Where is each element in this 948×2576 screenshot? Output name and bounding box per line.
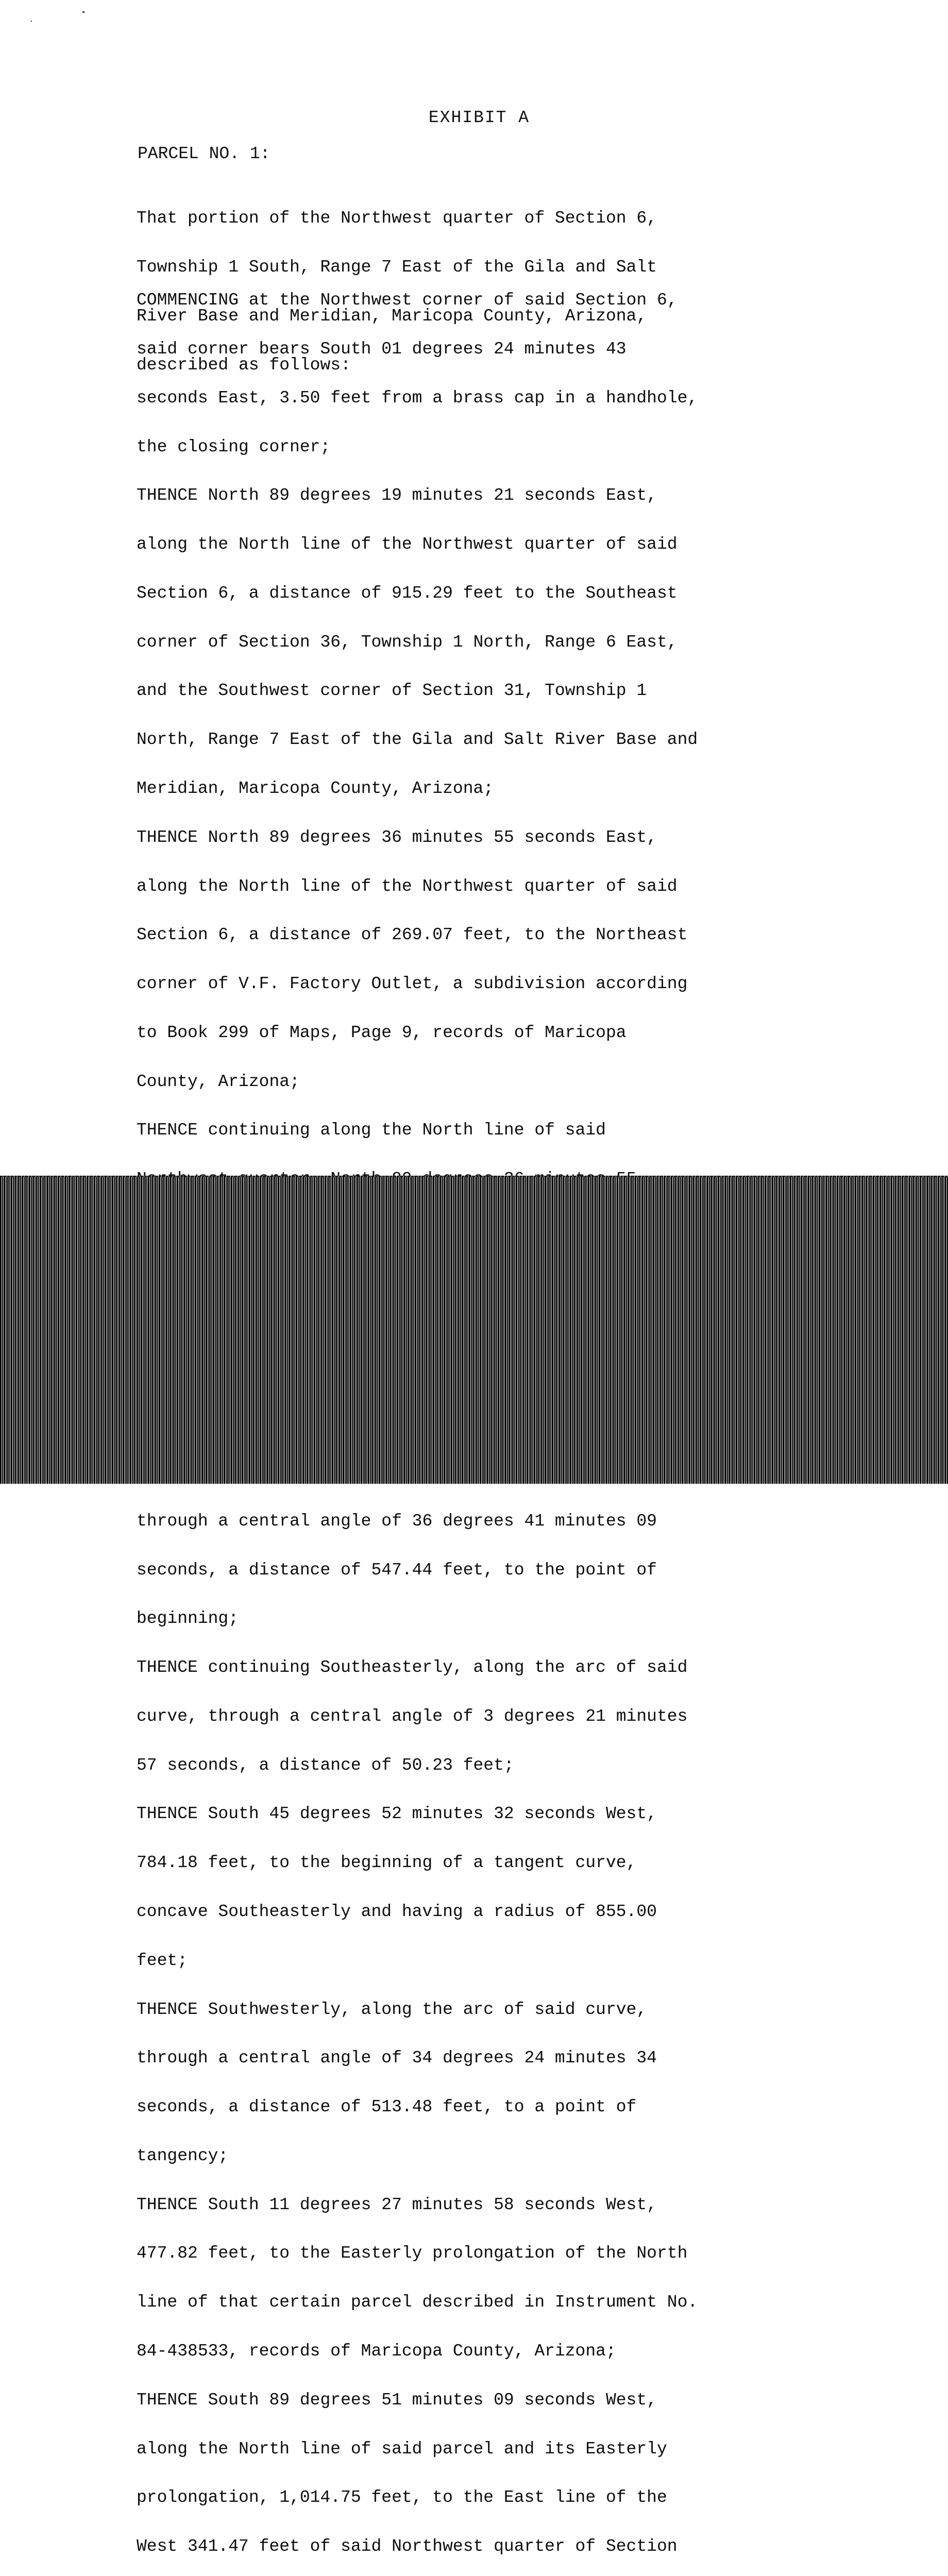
scan-speck — [82, 11, 84, 13]
text-line: THENCE continuing along the North line of said — [137, 1121, 606, 1140]
text-line: concave Southeasterly and having a radius of 855.00 — [137, 1902, 657, 1921]
text-line: feet; — [137, 1951, 188, 1970]
text-line: seconds, a distance of 547.44 feet, to the point of — [137, 1560, 657, 1580]
text-line: described as follows: — [137, 355, 351, 375]
text-line: corner of V.F. Factory Outlet, a subdivision according — [137, 974, 688, 994]
text-line: through a central angle of 34 degrees 24 minutes 34 — [137, 2048, 657, 2068]
text-line: corner of Section 36, Township 1 North, Range 6 East, — [137, 632, 678, 652]
text-line: to Book 299 of Maps, Page 9, records of Maricopa — [137, 1023, 627, 1042]
text-line: County, Arizona; — [137, 1072, 300, 1091]
scan-speck — [31, 21, 32, 22]
text-line: beginning; — [137, 1609, 239, 1629]
text-line: THENCE Southwesterly, along the arc of said curve, — [137, 1999, 647, 2019]
text-line: along the North line of the Northwest quarter of said — [137, 535, 678, 554]
parcel-heading: PARCEL NO. 1: — [138, 144, 270, 163]
text-line: THENCE South 89 degrees 51 minutes 09 seconds West, — [137, 2390, 657, 2410]
text-line: along the North line of the Northwest quarter of said — [137, 876, 678, 896]
text-line: curve, through a central angle of 3 degrees 21 minutes — [137, 1706, 688, 1726]
text-line: THENCE North 89 degrees 36 minutes 55 seconds East, — [137, 827, 657, 847]
text-line: THENCE South 11 degrees 27 minutes 58 seconds West, — [137, 2195, 657, 2214]
text-line: North, Range 7 East of the Gila and Salt River Base and — [137, 730, 698, 750]
scan-noise-region — [0, 1177, 948, 1484]
text-line: seconds East, 3.50 feet from a brass cap in a handhole, — [137, 388, 698, 408]
text-line: COMMENCING at the Northwest corner of said Section 6, — [137, 291, 678, 310]
text-line: THENCE South 45 degrees 52 minutes 32 seconds West, — [137, 1804, 657, 1824]
text-line: Section 6, a distance of 269.07 feet, to the Northeast — [137, 925, 688, 945]
exhibit-title: EXHIBIT A — [428, 108, 530, 127]
text-line: THENCE North 89 degrees 19 minutes 21 seconds East, — [137, 486, 657, 505]
text-line: prolongation, 1,014.75 feet, to the East line of the — [137, 2488, 667, 2507]
text-line: and the Southwest corner of Section 31, Township 1 — [137, 681, 647, 701]
text-line: Section 6, a distance of 915.29 feet to the Southeast — [137, 583, 678, 603]
text-line: Township 1 South, Range 7 East of the Gila and Salt — [137, 257, 657, 277]
text-line: along the North line of said parcel and its Easterly — [137, 2439, 667, 2459]
text-line: 57 seconds, a distance of 50.23 feet; — [137, 1755, 514, 1775]
text-line: seconds, a distance of 513.48 feet, to a point of — [137, 2097, 637, 2117]
text-line: THENCE continuing Southeasterly, along the arc of said — [137, 1658, 688, 1677]
text-line: 477.82 feet, to the Easterly prolongation of the North — [137, 2244, 688, 2263]
text-line: West 341.47 feet of said Northwest quarter of Section — [137, 2537, 678, 2556]
text-line: line of that certain parcel described in Instrument No. — [137, 2293, 698, 2312]
text-line: tangency; — [137, 2146, 229, 2165]
text-line: Meridian, Maricopa County, Arizona; — [137, 779, 494, 798]
text-line: River Base and Meridian, Maricopa County, Arizona, — [137, 306, 647, 326]
text-line: That portion of the Northwest quarter of Section 6, — [137, 209, 657, 228]
text-line: 784.18 feet, to the beginning of a tangent curve, — [137, 1853, 637, 1873]
text-line: said corner bears South 01 degrees 24 minutes 43 — [137, 339, 627, 359]
text-line: 84-438533, records of Maricopa County, Arizona; — [137, 2342, 616, 2361]
text-line: through a central angle of 36 degrees 41 minutes 09 — [137, 1511, 657, 1531]
text-line: the closing corner; — [137, 437, 331, 456]
